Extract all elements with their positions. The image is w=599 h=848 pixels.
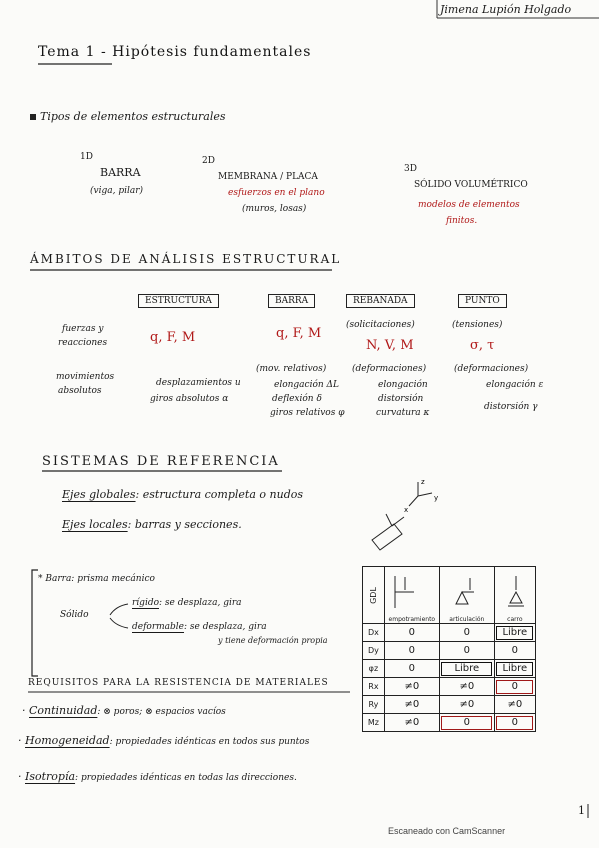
requisitos-heading: REQUISITOS PARA LA RESISTENCIA DE MATERIALES [28, 678, 329, 688]
table-row [363, 660, 536, 678]
table-cell: ≠0 [494, 696, 535, 714]
punto-forces: σ, τ [470, 338, 495, 353]
dim-3d: 3D [404, 164, 417, 174]
support-carro: carro [494, 567, 535, 624]
row1-label-a: fuerzas y [62, 324, 104, 334]
table-cell: 0 [494, 714, 535, 732]
barra-prisma: * Barra: prisma mecánico [38, 574, 155, 584]
table-cell: ≠0 [439, 696, 494, 714]
row-label: Dx [363, 624, 385, 642]
table-header-row [363, 567, 536, 624]
barra-mov-3: giros relativos φ [270, 408, 345, 418]
page-number: 1 [578, 804, 585, 817]
rebanada-forces: N, V, M [366, 338, 414, 353]
support-articulacion: articulación [439, 567, 494, 624]
deformable-line: deformable: se desplaza, gira [132, 622, 267, 632]
estructura-forces: q, F, M [150, 330, 196, 345]
table-cell: ≠0 [384, 714, 439, 732]
deformable-line2: y tiene deformación propia [218, 636, 328, 645]
row2-label-b: absolutos [58, 386, 102, 396]
gdl-corner: GDL [363, 567, 385, 624]
dim-2d: 2D [202, 156, 215, 166]
punto-mov-2: distorsión γ [484, 402, 538, 412]
types-heading: Tipos de elementos estructurales [30, 110, 226, 123]
sistemas-heading: SISTEMAS DE REFERENCIA [42, 454, 280, 469]
ambitos-heading: ÁMBITOS DE ANÁLISIS ESTRUCTURAL [30, 252, 342, 266]
rebanada-sub: (solicitaciones) [346, 320, 415, 330]
table-cell: Libre [439, 660, 494, 678]
table-cell: 0 [384, 642, 439, 660]
ejes-globales: Ejes globales: estructura completa o nudos [62, 488, 304, 501]
svg-text:z: z [421, 478, 425, 486]
punto-sub: (tensiones) [452, 320, 503, 330]
row-label: Ry [363, 696, 385, 714]
table-cell: ≠0 [439, 678, 494, 696]
rigido-line: rígido: se desplaza, gira [132, 598, 242, 608]
table-row [363, 624, 536, 642]
gdl-table [362, 566, 536, 732]
rebanada-mov-3: curvatura κ [376, 408, 430, 418]
table-cell: Libre [494, 660, 535, 678]
type-solido-note: modelos de elementos [418, 200, 520, 210]
table-cell: 0 [384, 660, 439, 678]
page-title: Tema 1 - Hipótesis fundamentales [38, 44, 312, 60]
table-cell: ≠0 [384, 678, 439, 696]
table-cell: ≠0 [384, 696, 439, 714]
row-label: Rx [363, 678, 385, 696]
col-rebanada: REBANADA [346, 294, 415, 308]
table-cell: 0 [384, 624, 439, 642]
author-name: Jimena Lupión Holgado [440, 3, 572, 16]
table-row [363, 642, 536, 660]
table-row [363, 696, 536, 714]
row-label: φz [363, 660, 385, 678]
row-label: Dy [363, 642, 385, 660]
type-solido-note2: finitos. [446, 216, 478, 226]
table-cell: Libre [494, 624, 535, 642]
rebanada-mov-1: elongación [378, 380, 428, 390]
rebanada-mov-2: distorsión [378, 394, 424, 404]
req-continuidad: · Continuidad: ⊗ poros; ⊗ espacios vacíos [22, 704, 226, 717]
support-empotramiento: empotramiento [384, 567, 439, 624]
barra-forces: q, F, M [276, 326, 322, 341]
table-cell: 0 [439, 624, 494, 642]
ejes-locales: Ejes locales: barras y secciones. [62, 518, 242, 531]
barra-row2-sub: (mov. relativos) [256, 364, 327, 374]
type-barra-note: (viga, pilar) [90, 186, 144, 196]
col-punto: PUNTO [458, 294, 507, 308]
svg-text:y: y [434, 494, 439, 502]
scanner-watermark: Escaneado con CamScanner [388, 826, 506, 836]
table-cell: 0 [439, 714, 494, 732]
type-membrana-note2: (muros, losas) [242, 204, 307, 214]
barra-mov-1: elongación ΔL [274, 380, 340, 390]
type-membrana-note: esfuerzos en el plano [228, 188, 325, 198]
req-isotropia: · Isotropía: propiedades idénticas en todas las direcciones. [18, 770, 297, 783]
type-barra: BARRA [100, 166, 141, 179]
barra-mov-2: deflexión δ [272, 394, 322, 404]
table-cell: 0 [494, 678, 535, 696]
dim-1d: 1D [80, 152, 93, 162]
punto-row2-sub: (deformaciones) [454, 364, 529, 374]
row2-label-a: movimientos [56, 372, 115, 382]
type-membrana: MEMBRANA / PLACA [218, 172, 318, 182]
solido-label: Sólido [60, 610, 89, 620]
type-solido: SÓLIDO VOLUMÉTRICO [414, 180, 528, 190]
table-row [363, 678, 536, 696]
bullet-square-icon [30, 114, 36, 120]
punto-mov-1: elongación ε [486, 380, 544, 390]
col-barra: BARRA [268, 294, 315, 308]
rebanada-row2-sub: (deformaciones) [352, 364, 427, 374]
estructura-mov-2: giros absolutos α [150, 394, 229, 404]
table-row [363, 714, 536, 732]
table-cell: 0 [494, 642, 535, 660]
table-cell: 0 [439, 642, 494, 660]
row-label: Mz [363, 714, 385, 732]
estructura-mov-1: desplazamientos u [156, 378, 241, 388]
col-estructura: ESTRUCTURA [138, 294, 219, 308]
svg-text:x: x [404, 506, 409, 514]
req-homogeneidad: · Homogeneidad: propiedades idénticas en todos sus puntos [18, 734, 310, 747]
row1-label-b: reacciones [58, 338, 108, 348]
